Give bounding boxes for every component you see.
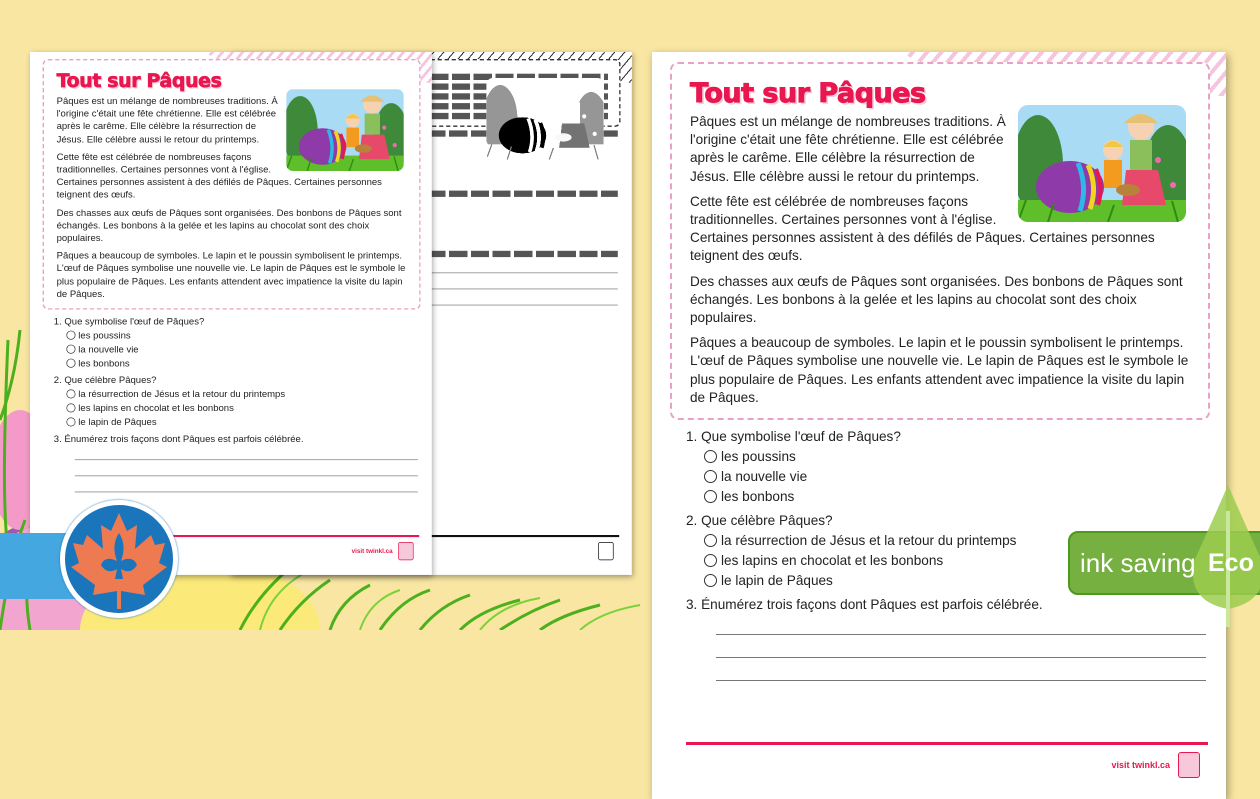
twinkl-logo-icon: [1178, 752, 1200, 778]
radio-circle-icon: [66, 359, 75, 368]
answer-option: [704, 449, 1206, 464]
easter-children-illustration: [286, 89, 404, 171]
answer-option: [66, 417, 417, 428]
answer-line: [75, 459, 418, 460]
radio-circle-icon: [704, 554, 717, 567]
radio-circle-icon: [704, 490, 717, 503]
passage-paragraph: Pâques a beaucoup de symboles. Le lapin et le poussin symbolisent le printemps. L'œuf de Pâques symbolise une nouvelle vie. Le lapin de Pâques est le symbole le plus populaire de Pâques. Les enfants attendent avec impatience la visite du lapin de Pâques.: [690, 335, 1189, 405]
question-3: 3. Énumérez trois façons dont Pâques est parfois célébrée.: [686, 597, 1043, 613]
question-1: 1. Que symbolise l'œuf de Pâques?: [53, 315, 205, 327]
option-label: le lapin de Pâques: [78, 416, 157, 428]
eco-badge-text: ink saving: [1080, 548, 1196, 578]
answer-option: [66, 330, 417, 341]
radio-circle-icon: [704, 574, 717, 587]
maple-leaf-fleur-de-lis-badge-icon: [60, 500, 178, 618]
answer-option: [66, 358, 417, 369]
passage-paragraph: Cette fête est célébrée de nombreuses façons traditionnelles. Certaines personnes vont à l'église. Certaines personnes assistent à des défilés de Pâques. Certaines personnes teignent des œufs.: [56, 151, 382, 200]
worksheet-title: Tout sur Pâques: [690, 78, 926, 109]
passage-paragraph: Pâques est un mélange de nombreuses traditions. À l'origine c'était une fête chrétienne. Elle est célébrée après le carême. Elle célèbre la résurrection de Jésus. Elle célèbre aussi le retour du printemps.: [690, 114, 1006, 184]
option-label: les poussins: [78, 329, 131, 341]
option-label: le lapin de Pâques: [721, 573, 833, 589]
option-label: la nouvelle vie: [721, 469, 808, 485]
eco-badge-label: Eco: [1208, 549, 1254, 577]
question-3: 3. Énumérez trois façons dont Pâques est parfois célébrée.: [53, 433, 304, 445]
answer-option: [66, 403, 417, 414]
easter-children-illustration: [1018, 105, 1186, 222]
radio-circle-icon: [66, 389, 75, 398]
footer-url: visit twinkl.ca: [351, 547, 393, 555]
option-label: les bonbons: [78, 357, 130, 369]
passage-paragraph: Pâques a beaucoup de symboles. Le lapin et le poussin symbolisent le printemps. L'œuf de Pâques symbolise une nouvelle vie. Le lapin de Pâques est le symbole le plus populaire de Pâques. Les enfants attendent avec impatience la visite du lapin de Pâques.: [56, 250, 406, 299]
passage-paragraph: Pâques est un mélange de nombreuses traditions. À l'origine c'était une fête chrétienne. Elle est célébrée après le carême. Elle célèbre la résurrection de Jésus. Elle célèbre aussi le retour du printemps.: [56, 95, 278, 145]
option-label: les lapins en chocolat et les bonbons: [78, 402, 234, 414]
answer-line: [716, 657, 1206, 658]
answer-option: [704, 469, 1206, 484]
option-label: les bonbons: [721, 489, 795, 505]
passage-paragraph: Des chasses aux œufs de Pâques sont organisées. Des bonbons de Pâques sont échangés. Les bonbons à la gelée et les lapins au chocolat sont des choix populaires.: [56, 207, 402, 244]
footer: [1111, 752, 1200, 778]
answer-option: [66, 344, 417, 355]
answer-line: [716, 680, 1206, 681]
passage-paragraph: Des chasses aux œufs de Pâques sont organisées. Des bonbons de Pâques sont échangés. Les bonbons à la gelée et les lapins au chocolat sont des choix populaires.: [690, 273, 1183, 326]
twinkl-logo-icon: [398, 542, 413, 560]
radio-circle-icon: [66, 345, 75, 354]
radio-circle-icon: [66, 403, 75, 412]
reading-passage-box: [670, 62, 1210, 420]
radio-circle-icon: [704, 450, 717, 463]
option-label: la nouvelle vie: [78, 343, 139, 355]
passage-paragraph: Cette fête est célébrée de nombreuses façons traditionnelles. Certaines personnes vont à l'église. Certaines personnes assistent à des défilés de Pâques. Certaines personnes teignent des œufs.: [690, 193, 1155, 264]
footer-divider: [686, 742, 1208, 745]
ink-saving-eco-badge: [1068, 531, 1260, 595]
twinkl-logo-icon: [598, 542, 613, 560]
worksheet-preview-large: [652, 52, 1226, 799]
option-label: la résurrection de Jésus et la retour du printemps: [721, 533, 1017, 549]
footer-url: visit twinkl.ca: [1111, 760, 1170, 770]
answer-option: [66, 389, 417, 400]
footer: [593, 542, 614, 560]
answer-line: [75, 492, 418, 493]
question-2: 2. Que célèbre Pâques?: [53, 374, 157, 386]
question-1: 1. Que symbolise l'œuf de Pâques?: [686, 429, 901, 445]
radio-circle-icon: [66, 331, 75, 340]
option-label: les lapins en chocolat et les bonbons: [721, 553, 944, 569]
radio-circle-icon: [704, 470, 717, 483]
option-label: la résurrection de Jésus et la retour du printemps: [78, 388, 286, 400]
easter-children-illustration: [486, 78, 604, 160]
radio-circle-icon: [704, 534, 717, 547]
worksheet-title: Tout sur Pâques: [56, 70, 222, 92]
questions-section: [54, 316, 418, 492]
footer: [352, 542, 414, 560]
reading-passage-box: [43, 59, 421, 310]
answer-line: [716, 634, 1206, 635]
answer-line: [75, 476, 418, 477]
option-label: les poussins: [721, 449, 796, 465]
worksheet-preview-small: [30, 52, 432, 575]
radio-circle-icon: [66, 417, 75, 426]
answer-option: [704, 489, 1206, 504]
question-2: 2. Que célèbre Pâques?: [686, 513, 833, 529]
